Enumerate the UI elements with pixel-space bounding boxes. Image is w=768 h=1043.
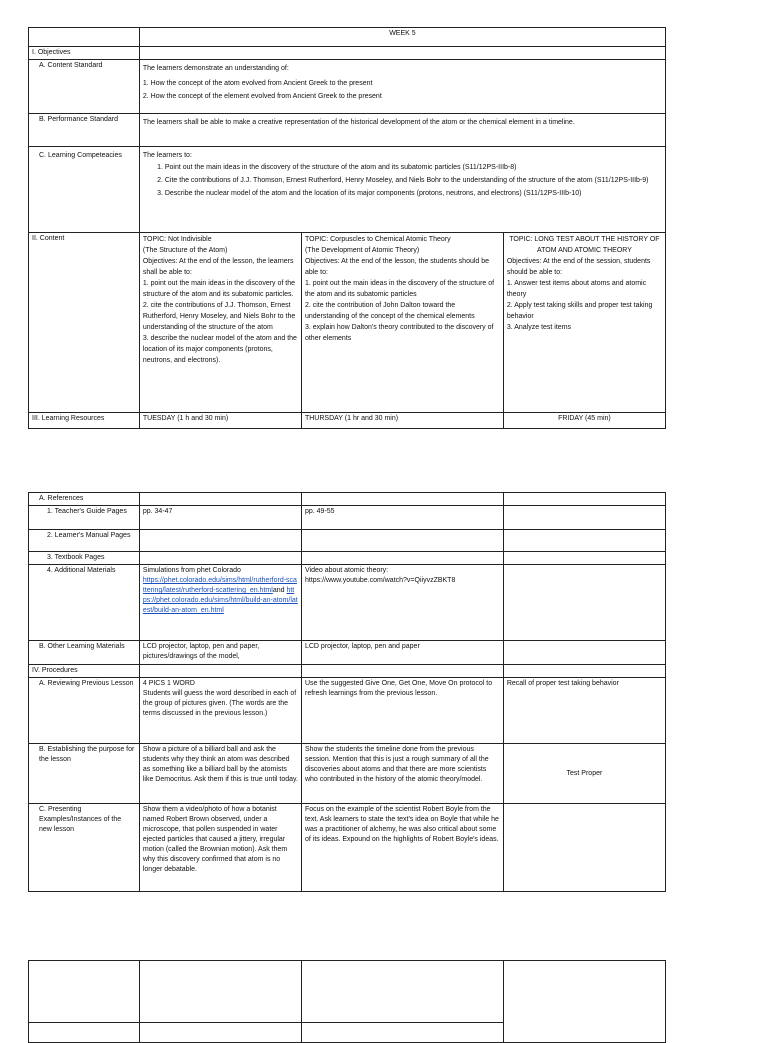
content-standard-item-2: 2. How the concept of the element evolved from Ancient Greek to the present [142,93,382,100]
other-materials-col1: LCD projector, laptop, pen and paper, pictures/drawings of the model, [139,641,301,665]
reviewing-col1-text: Students will guess the word described in each of the group of pictures given. (The words are the terms discussed in the previous lesson.) [142,690,297,717]
presenting-label: C. Presenting Examples/Instances of the new lesson [29,804,140,892]
phet-intro: Simulations from phet Colorado [142,567,241,574]
performance-standard-label: B. Performance Standard [29,114,140,147]
day-friday: FRIDAY (45 min) [503,413,665,429]
teachers-guide-label: 1. Teacher's Guide Pages [29,506,140,530]
content-col3-line: 1. Answer test items about atoms and atomic theory [506,280,647,298]
phet-rutherford-link[interactable]: https://phet.colorado.edu/sims/html/rutherford-scattering/latest/rutherford-scattering_en.html [142,577,297,594]
video-intro: Video about atomic theory: [304,567,389,574]
empty-cell [29,961,140,1023]
empty-cell [301,961,503,1023]
content-col1-line: TOPIC: Not Indivisible [142,236,212,243]
content-col2-line: Objectives: At the end of the lesson, the students should be able to: [304,258,490,276]
competencies-cell [139,147,665,233]
reviewing-col1 [139,678,301,744]
reviewing-col3: Recall of proper test taking behavior [503,678,665,744]
additional-materials-col2 [301,565,503,641]
content-col1-line: Objectives: At the end of the lesson, the learners shall be able to: [142,258,294,276]
empty-cell [139,1023,301,1043]
content-col1-line: 1. point out the main ideas in the discovery of the structure of the atom and its subatomic particles. [142,280,296,298]
establishing-label: B. Establishing the purpose for the lesson [29,744,140,804]
empty-cell [301,665,503,678]
content-col2-line: 2. cite the contribution of John Dalton toward the understanding of the concept of the chemical elements [304,302,475,320]
empty-cell [301,1023,503,1043]
empty-cell [139,530,301,552]
content-col2-line: 1. point out the main ideas in the discovery of the structure of the atom and its subatomic particles [304,280,495,298]
empty-cell [503,565,665,641]
performance-standard-text: The learners shall be able to make a creative representation of the historical development of the atom or the chemical element in a timeline. [139,114,665,147]
empty-cell [503,804,665,892]
other-materials-label: B. Other Learning Materials [29,641,140,665]
content-col3 [503,233,665,413]
lesson-plan-table-page2 [28,492,666,892]
lesson-plan-table-page3 [28,960,666,1043]
competency-item: 3. Describe the nuclear model of the atom and the location of its major components (protons, neutrons, and electrons) (S11/12PS-IIIb-10) [165,187,662,200]
competencies-label: C. Learning Competeacies [29,147,140,233]
content-col3-line: 2. Apply test taking skills and proper test taking behavior [506,302,653,320]
reviewing-col1-title: 4 PICS 1 WORD [142,680,195,687]
empty-cell [503,552,665,565]
establishing-col3: Test Proper [503,744,665,804]
resources-label: III. Learning Resources [29,413,140,429]
content-col3-line: 3. Analyze test items [506,324,572,331]
content-col1 [139,233,301,413]
content-col3-line: Objectives: At the end of the session, students should be able to: [506,258,651,276]
empty-cell [503,493,665,506]
day-thursday: THURSDAY (1 hr and 30 min) [301,413,503,429]
establishing-col1: Show a picture of a billiard ball and ask the students why they think an atom was described as something like a billiard ball by the atomists like Democritus. Ask them if this is true until today. [139,744,301,804]
content-col2-line: 3. explain how Dalton's theory contributed to the discovery of other elements [304,324,494,342]
references-label: A. References [29,493,140,506]
day-tuesday: TUESDAY (1 h and 30 min) [139,413,301,429]
content-col3-title: TOPIC: LONG TEST ABOUT THE HISTORY OF ATOM AND ATOMIC THEORY [509,236,660,254]
content-standard-item-1: 1. How the concept of the atom evolved from Ancient Greek to the present [142,80,373,87]
content-col2-line: (The Development of Atomic Theory) [304,247,420,254]
reviewing-col2: Use the suggested Give One, Get One, Move On protocol to refresh learnings from the previous lesson. [301,678,503,744]
content-label: II. Content [29,233,140,413]
content-col2-line: TOPIC: Corpuscles to Chemical Atomic Theory [304,236,451,243]
empty-cell [139,552,301,565]
empty-cell [301,552,503,565]
competencies-list [143,161,662,200]
empty-cell [503,530,665,552]
phet-build-atom-link[interactable]: https://phet.colorado.edu/sims/html/build-an-atom/latest/build-an-atom_en.html [142,587,298,614]
empty-cell [139,961,301,1023]
empty-cell [503,506,665,530]
content-standard-intro: The learners demonstrate an understanding of: [142,65,289,72]
blank-header-cell [29,28,140,47]
empty-cell [301,530,503,552]
procedures-label: IV. Procedures [29,665,140,678]
other-materials-col2: LCD projector, laptop, pen and paper [301,641,503,665]
additional-materials-col1 [139,565,301,641]
content-col2 [301,233,503,413]
week-label: WEEK 5 [139,28,665,47]
additional-materials-label: 4. Additional Materials [29,565,140,641]
empty-cell [139,493,301,506]
objectives-blank [139,47,665,60]
objectives-label: I. Objectives [29,47,140,60]
empty-cell [29,1023,140,1043]
empty-cell [139,665,301,678]
video-url: https://www.youtube.com/watch?v=QiiyvzZBKT8 [304,577,456,584]
content-col1-line: 2. cite the contributions of J.J. Thomson, Ernest Rutherford, Henry Moseley, and Niels Bohr to the understanding of the structure of the atom [142,302,296,331]
textbook-label: 3. Textbook Pages [29,552,140,565]
teachers-guide-col2: pp. 49-55 [301,506,503,530]
empty-cell [503,641,665,665]
empty-cell [503,665,665,678]
content-col1-line: (The Structure of the Atom) [142,247,228,254]
reviewing-label: A. Reviewing Previous Lesson [29,678,140,744]
link-and-text: and [272,587,285,594]
competency-item: 2. Cite the contributions of J.J. Thomson, Ernest Rutherford, Henry Moseley, and Niels Bohr to the understanding of the structure of the atom (S11/12PS-IIIb-9) [165,174,662,187]
presenting-col2: Focus on the example of the scientist Robert Boyle from the text. Ask learners to state the text's idea on Boyle that while he was a practitioner of alchemy, he was also critical about some of its ideas. Expound on the highlights of Robert Boyle's ideas. [301,804,503,892]
establishing-col2: Show the students the timeline done from the previous session. Mention that this is just a rough summary of all the discoveries about atoms and that there are more scientists who contributed in the history of the atomic theory/model. [301,744,503,804]
competency-item: 1. Point out the main ideas in the discovery of the structure of the atom and its subatomic particles (S11/12PS-IIIb-8) [165,161,662,174]
content-standard-cell [139,60,665,114]
lesson-plan-table-page1 [28,27,666,429]
empty-cell [301,493,503,506]
presenting-col1: Show them a video/photo of how a botanist named Robert Brown observed, under a microscope, that pollen suspended in water ejected particles that caused a jittery, irregular motion (called the Brownian motion). Ask them why this discovery confirmed that atom is no longer debatable. [139,804,301,892]
content-col1-line: 3. describe the nuclear model of the atom and the location of its major components (protons, neutrons, and electrons). [142,335,297,364]
learners-manual-label: 2. Learner's Manual Pages [29,530,140,552]
teachers-guide-col1: pp. 34-47 [139,506,301,530]
empty-cell [503,961,665,1043]
competencies-intro: The learners to: [142,152,192,159]
content-standard-label: A. Content Standard [29,60,140,114]
